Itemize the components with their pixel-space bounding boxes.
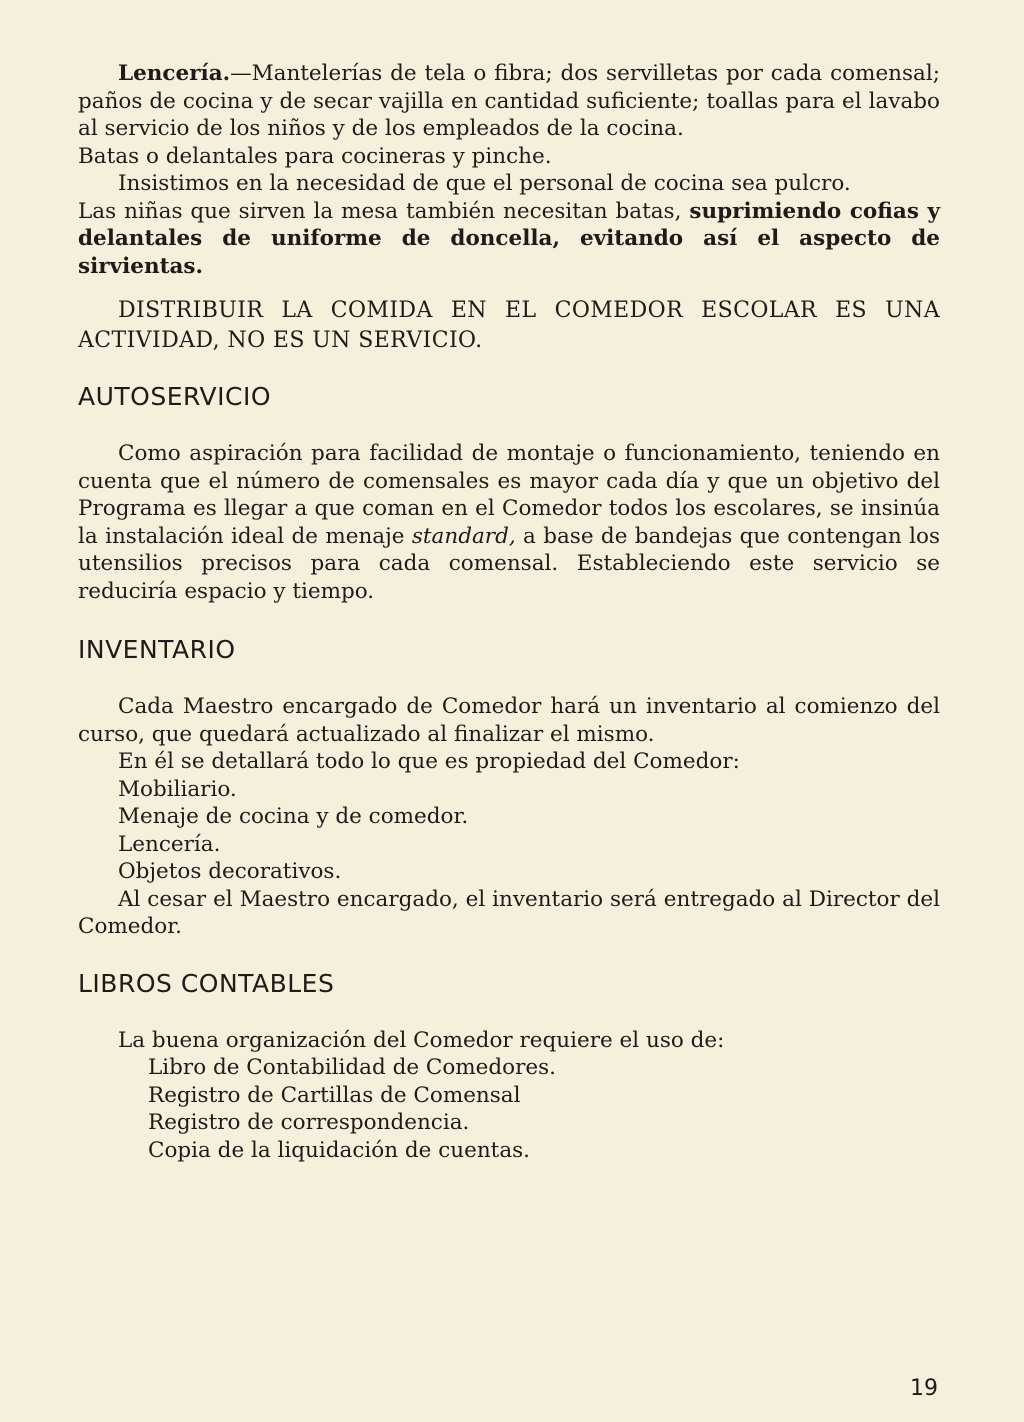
inventario-item: Objetos decorativos.	[118, 859, 342, 884]
libros-heading: LIBROS CONTABLES	[78, 968, 335, 998]
page-number: 19	[910, 1376, 938, 1401]
inventario-intro: Cada Maestro encargado de Comedor hará un inventario al comienzo del curso, que quedará actualizado al finalizar el mismo.	[78, 694, 940, 747]
libros-intro: La buena organización del Comedor requiere el uso de:	[118, 1027, 725, 1053]
inventario-item: Menaje de cocina y de comedor.	[118, 804, 469, 829]
ninas-paragraph	[78, 198, 940, 281]
inventario-item: Lencería.	[118, 831, 221, 857]
ninas-bold: suprimiendo cofias y delantales de uniforme de doncella, evitando así el aspecto de sirvientas.	[78, 198, 940, 279]
lenceria-text: —Mantelerías de tela o fibra; dos servilletas por cada comensal; paños de cocina y de secar vajilla en cantidad suficiente; toallas para el lavabo al servicio de los niños y de los empleados de la cocina.	[78, 61, 940, 141]
libros-section	[78, 1027, 940, 1165]
libros-item: Registro de Cartillas de Comensal	[148, 1082, 521, 1108]
autoservicio-paragraph	[78, 440, 940, 605]
autoservicio-italic: standard,	[411, 523, 516, 549]
inventario-heading: INVENTARIO	[78, 635, 236, 664]
inventario-closing: Al cesar el Maestro encargado, el inventario será entregado al Director del Comedor.	[78, 886, 940, 939]
inventario-section	[78, 693, 940, 941]
lenceria-paragraph	[78, 60, 940, 143]
insistimos-paragraph: Insistimos en la necesidad de que el personal de cocina sea pulcro.	[118, 171, 851, 196]
autoservicio-heading: AUTOSERVICIO	[78, 382, 271, 411]
batas-line: Batas o delantales para cocineras y pinche.	[78, 143, 552, 169]
inventario-detail: En él se detallará todo lo que es propiedad del Comedor:	[118, 749, 740, 774]
libros-item: Registro de correspondencia.	[148, 1110, 470, 1135]
lenceria-lead: Lencería.	[118, 61, 231, 86]
inventario-item: Mobiliario.	[118, 776, 237, 802]
libros-item: Libro de Contabilidad de Comedores.	[148, 1055, 556, 1080]
ninas-normal: Las niñas que sirven la mesa también necesitan batas,	[78, 198, 690, 224]
distribuir-statement: DISTRIBUIR LA COMIDA EN EL COMEDOR ESCOLAR ES UNA ACTIVIDAD, NO ES UN SERVICIO.	[78, 298, 940, 353]
autoservicio-text-after: a base de bandejas que contengan los utensilios precisos para cada comensal. Estableciendo este servicio se reduciría espacio y tiempo.	[78, 523, 940, 604]
autoservicio-text-before: Como aspiración para facilidad de montaje o funcionamiento, teniendo en cuenta que el número de comensales es mayor cada día y que un objetivo del Programa es llegar a que coman en el Comedor todos los escolares, se insinúa la instalación ideal de menaje	[78, 441, 940, 549]
libros-item: Copia de la liquidación de cuentas.	[148, 1137, 531, 1163]
